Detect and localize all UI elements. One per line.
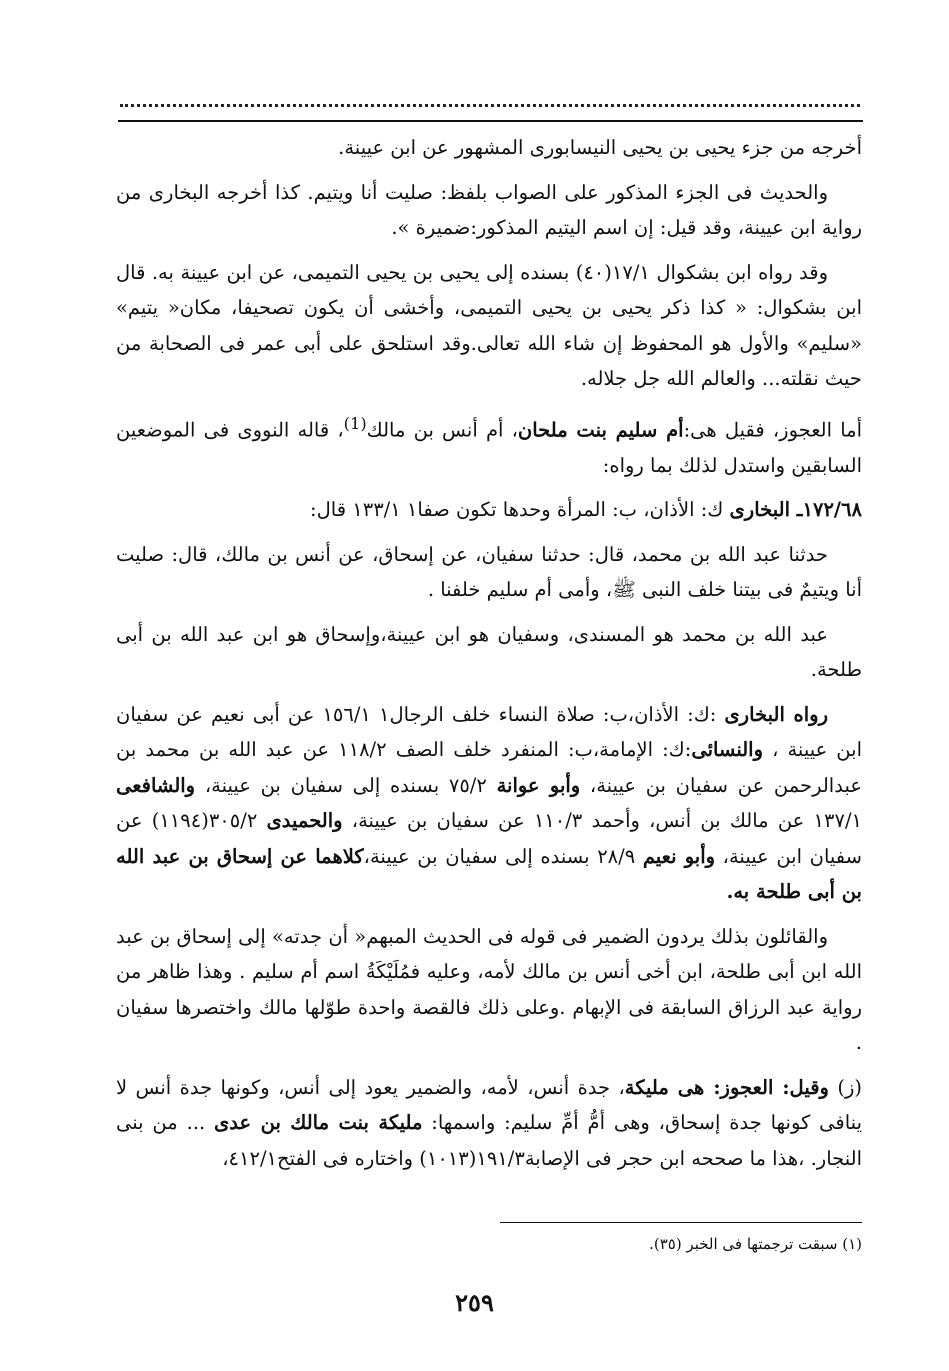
bold-source: والنسائى	[691, 738, 763, 761]
bold-source: وأبو عوانة	[496, 773, 581, 797]
paragraph-10	[116, 1070, 862, 1177]
text-run: :ك: الأذان،ب: صلاة النساء خلف الرجال١ ١٥٦/١ عن أبى نعيم عن سفيان ابن عيينة ،	[116, 702, 862, 761]
text-run: ١٣٧/١ عن مالك بن أنس، وأحمد ١١٠/٣ عن سفيان بن عيينة،	[342, 809, 862, 832]
paragraph-7: عبد الله بن محمد هو المسندى، وسفيان هو ابن عيينة،وإسحاق هو ابن عبد الله بن أبى طلحة.	[116, 622, 862, 681]
hadith-number: ١٧٢/٦٨ـ البخارى	[729, 498, 862, 521]
text-run: ، قاله النووى فى الموضعين السابقين واستدل لذلك بما رواه:	[116, 418, 862, 477]
takhrij-paragraph	[116, 697, 862, 910]
bold-source: والشافعى	[116, 773, 196, 797]
paragraph-3: وقد رواه ابن بشكوال ١٧/١(٤٠) بسنده إلى يحيى بن يحيى التميمى، عن ابن عيينة به. قال ابن بشكوال: « كذا ذكر يحيى بن يحيى التميمى، وأخشى أن يكون تصحيفا، مكان« يتيم» «سليم» والأول هو المحفوظ إن شاء الله تعالى.وقد استلحق على أبى عمر فى الصحابة من حيث نقلته... والعالم الله جل جلاله.	[116, 260, 862, 390]
text-run: ، جدة أنس، لأمه، والضمير يعود إلى أنس، وكونها جدة أنس لا ينافى كونها جدة إسحاق، وهى أمُّ أمِّ سليم: واسمها:	[116, 1075, 862, 1134]
header-dotted-rule	[120, 92, 860, 107]
text-run: أما العجوز، فقيل هى:	[683, 418, 862, 441]
bold-name: أم سليم بنت ملحان	[517, 418, 684, 441]
hadith-text: حدثنا عبد الله بن محمد، قال: حدثنا سفيان، عن إسحاق، عن أنس بن مالك، قال: صليت أنا ويتيمٌ فى بيتنا خلف النبى ﷺ، وأمى أم سليم خلفنا .	[116, 542, 862, 601]
footnote: (١) سبقت ترجمتها فى الخبر (٣٥).	[649, 1235, 862, 1253]
text-run: :ك: الإمامة،ب: المنفرد خلف الصف ١١٨/٢ عن عبد الله بن محمد بن عبدالرحمن عن سفيان بن عيينة،	[116, 738, 862, 797]
bold-source: والحميدى	[266, 809, 343, 832]
bold-source: رواه البخارى	[724, 702, 828, 726]
text-run: ٢٨/٩ بسنده إلى سفيان بن عيينة،	[363, 844, 643, 868]
text-run: ك: الأذان، ب: المرأة وحدها تكون صفا١ ١٣٣/١ قال:	[310, 498, 730, 521]
text-run: ... من بنى النجار. ،هذا ما صححه ابن حجر فى الإصابة١٩١/٣(١٠١٣) واختاره فى الفتح٤١٢/١،	[116, 1111, 862, 1170]
body-text	[116, 130, 862, 1185]
bold-conclusion: كلاهما عن إسحاق بن عبد الله بن أبى طلحة به.	[116, 844, 862, 903]
hadith-heading	[116, 492, 862, 528]
bold-source: وأبو نعيم	[642, 844, 716, 868]
footnote-rule	[500, 1222, 862, 1223]
paragraph-4	[116, 406, 862, 484]
text-run: ، أم أنس بن مالك	[366, 418, 518, 441]
bold-name: مليكة بنت مالك بن عدى	[214, 1111, 423, 1134]
paragraph-1: أخرجه من جزء يحيى بن يحيى النيسابورى المشهور عن ابن عيينة.	[338, 136, 862, 159]
header-rule	[118, 120, 863, 122]
page-number: ٢٥٩	[455, 1288, 494, 1317]
bold-name: وقيل: العجوز: هى مليكة	[624, 1075, 829, 1099]
paragraph-9: والقائلون بذلك يردون الضمير فى قوله فى الحديث المبهم« أن جدته» إلى إسحاق بن عبد الله ابن أبى طلحة، ابن أخى أنس بن مالك لأمه، وعليه فمُلَيْكَةُ اسم أم سليم . وهذا ظاهر من رواية عبد الرزاق السابقة فى الإبهام .وعلى ذلك فالقصة واحدة طوّلها مالك واختصرها سفيان .	[116, 924, 862, 1054]
footnote-marker: (1)	[343, 413, 367, 433]
text-run: ٧٥/٢ بسنده إلى سفيان بن عيينة،	[195, 773, 497, 797]
paragraph-2: والحديث فى الجزء المذكور على الصواب بلفظ: صليت أنا ويتيم. كذا أخرجه البخارى من رواية ابن عيينة، وقد قيل: إن اسم اليتيم المذكور:ضميرة ».	[116, 180, 862, 239]
text-run: ٣٠٥/٢(١١٩٤) عن سفيان ابن عيينة،	[116, 809, 862, 868]
text-run: (ز)	[828, 1075, 862, 1099]
